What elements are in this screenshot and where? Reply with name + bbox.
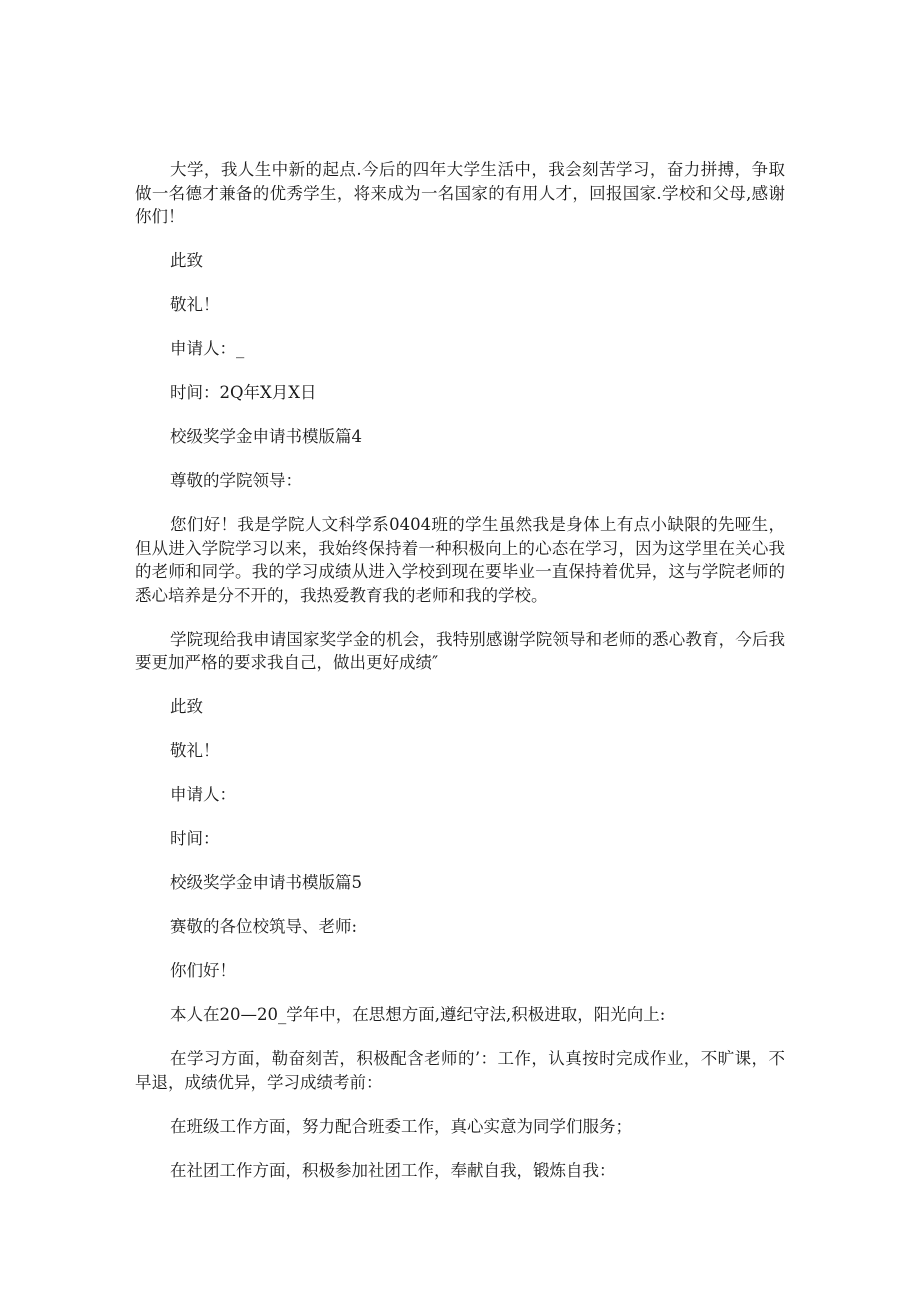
greeting-teachers: 赛敬的各位校筑导、老师: — [170, 917, 358, 936]
applicant-line: 申请人：_ — [170, 339, 245, 358]
date-line: 时间： — [170, 829, 220, 848]
salutation-jingli: 敬礼！ — [170, 295, 220, 314]
date-line: 时间：2Q年X月X日 — [170, 383, 317, 402]
paragraph-introduction: 您们好！我是学院人文科学系0404班的学生虽然我是身体上有点小缺限的先哑生，但从进入学院学习以来，我始终保持着一种积极向上的心态在学习，因为这学里在关心我的老师和同学。我的学习成绩从进入学校到现在要毕业一直保持着优异，这与学院老师的悉心培养是分不开的，我热爱教育我的老师和我的学校。 — [135, 515, 785, 605]
salutation-jingli: 敬礼！ — [170, 741, 220, 760]
paragraph-ideology: 本人在20—20_学年中，在思想方面,遵纪守法,积极进取，阳光向上: — [170, 1005, 666, 1024]
applicant-line: 申请人： — [170, 785, 236, 804]
greeting-leaders: 尊敬的学院领导： — [170, 471, 302, 490]
paragraph-closing-intro: 大学，我人生中新的起点.今后的四年大学生活中，我会刻苦学习，奋力拼搏，争取做一名德才兼备的优秀学生，将来成为一名国家的有用人才，回报国家.学校和父母,感谢你们！ — [135, 160, 785, 226]
section-heading-4: 校级奖学金申请书模版篇4 — [170, 427, 362, 446]
paragraph-class-work: 在班级工作方面，努力配合班委工作，真心实意为同学们服务； — [170, 1116, 632, 1136]
greeting-hello: 你们好！ — [170, 961, 236, 980]
paragraph-study: 在学习方面，勒奋刻苦，积极配含老师的’：工作，认真按时完成作业，不旷课，不早退，成绩优异，学习成绩考前： — [135, 1049, 785, 1092]
paragraph-gratitude: 学院现给我申请国家奖学金的机会，我特别感谢学院领导和老师的悉心教育，今后我要更加严格的要求我自己，做出更好成绩″ — [135, 629, 785, 672]
salutation-cizhi: 此致 — [170, 251, 203, 270]
document-body — [135, 158, 785, 1203]
section-heading-5: 校级奖学金申请书模版篇5 — [170, 873, 362, 892]
salutation-cizhi: 此致 — [170, 697, 203, 716]
paragraph-club-work: 在社团工作方面，积极参加社团工作，奉献自我，锻炼自我： — [170, 1160, 616, 1180]
